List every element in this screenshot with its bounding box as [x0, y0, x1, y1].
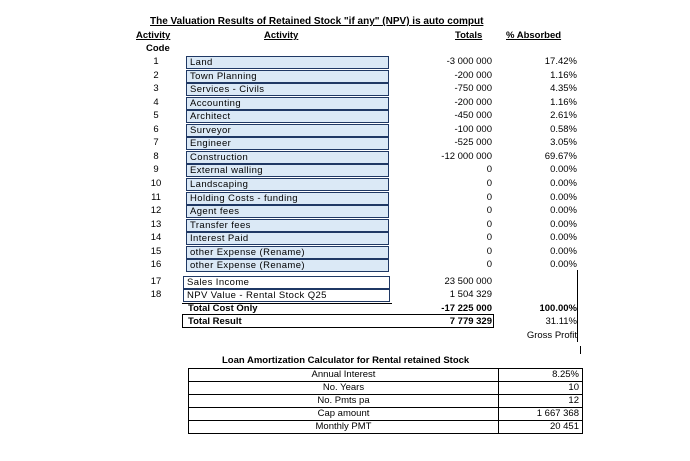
row-activity[interactable]: Holding Costs - funding: [186, 192, 389, 205]
row-pct: 0.00%: [550, 178, 577, 189]
row-activity[interactable]: External walling: [186, 164, 389, 177]
row-activity[interactable]: Interest Paid: [186, 232, 389, 245]
row-activity[interactable]: Town Planning: [186, 70, 389, 83]
row-activity[interactable]: Architect: [186, 110, 389, 123]
loan-row: [189, 369, 583, 382]
loan-row: [189, 408, 583, 421]
row-total: -200 000: [454, 97, 492, 108]
row-activity[interactable]: Landscaping: [186, 178, 389, 191]
row-pct: 0.00%: [550, 192, 577, 203]
loan-row-value[interactable]: 20 451: [499, 421, 583, 434]
row-pct: 3.05%: [550, 137, 577, 148]
row-activity[interactable]: Accounting: [186, 97, 389, 110]
header-totals: Totals: [455, 30, 483, 41]
income-row-total: 1 504 329: [449, 289, 492, 300]
gross-profit-label: Gross Profit: [526, 330, 577, 341]
row-total: -3 000 000: [446, 56, 492, 67]
row-pct: 0.00%: [550, 232, 577, 243]
row-code: 7: [153, 137, 159, 148]
row-total: 0: [486, 232, 492, 243]
total-result-label: Total Result: [188, 316, 242, 327]
row-pct: 0.00%: [550, 219, 577, 230]
row-code: 5: [153, 110, 159, 121]
row-total: 0: [486, 219, 492, 230]
loan-row-label: Annual Interest: [189, 369, 499, 382]
row-code: 11: [151, 192, 161, 203]
right-border-line: [577, 270, 578, 342]
row-code: 8: [153, 151, 159, 162]
loan-row-label: No. Pmts pa: [189, 395, 499, 408]
row-total: -750 000: [454, 83, 492, 94]
loan-row-value[interactable]: 12: [499, 395, 583, 408]
loan-title: Loan Amortization Calculator for Rental retained Stock: [222, 355, 470, 366]
row-total: 0: [486, 205, 492, 216]
row-pct: 4.35%: [550, 83, 577, 94]
row-code: 2: [153, 70, 159, 81]
row-activity[interactable]: Land: [186, 56, 389, 69]
loan-row: [189, 382, 583, 395]
header-activity: Activity: [264, 30, 299, 41]
loan-row: [189, 421, 583, 434]
loan-row-value[interactable]: 10: [499, 382, 583, 395]
total-cost-label: Total Cost Only: [188, 303, 258, 314]
row-activity[interactable]: Surveyor: [186, 124, 389, 137]
row-pct: 2.61%: [550, 110, 577, 121]
row-code: 14: [150, 232, 162, 243]
row-pct: 1.16%: [550, 97, 577, 108]
row-pct: 69.67%: [544, 151, 577, 162]
header-activity-code-line2: Code: [146, 43, 170, 54]
loan-row-value[interactable]: 1 667 368: [499, 408, 583, 421]
row-pct: 0.58%: [550, 124, 577, 135]
row-code: 6: [153, 124, 159, 135]
row-total: -200 000: [454, 70, 492, 81]
row-code: 3: [153, 83, 159, 94]
row-total: -450 000: [454, 110, 492, 121]
row-total: 0: [486, 192, 492, 203]
row-pct: 17.42%: [544, 56, 577, 67]
row-total: -100 000: [454, 124, 492, 135]
row-activity[interactable]: other Expense (Rename): [186, 259, 389, 272]
loan-row: [189, 395, 583, 408]
row-code: 16: [150, 259, 162, 270]
income-row-activity[interactable]: Sales Income: [183, 276, 390, 289]
row-activity[interactable]: Agent fees: [186, 205, 389, 218]
loan-calculator-table: [188, 368, 583, 434]
row-pct: 0.00%: [550, 259, 577, 270]
row-total: 0: [486, 164, 492, 175]
row-pct: 0.00%: [550, 246, 577, 257]
row-total: -12 000 000: [441, 151, 492, 162]
row-total: 0: [486, 246, 492, 257]
header-activity-code: Activity: [136, 30, 171, 41]
row-activity[interactable]: Engineer: [186, 137, 389, 150]
row-code: 12: [150, 205, 162, 216]
row-total: 0: [486, 178, 492, 189]
loan-row-label: Cap amount: [189, 408, 499, 421]
row-total: -525 000: [454, 137, 492, 148]
row-activity[interactable]: other Expense (Rename): [186, 246, 389, 259]
income-row-code: 18: [150, 289, 162, 300]
row-code: 1: [153, 56, 159, 67]
row-code: 13: [150, 219, 162, 230]
income-row-activity[interactable]: NPV Value - Rental Stock Q25: [183, 289, 390, 302]
row-code: 9: [153, 164, 159, 175]
row-activity[interactable]: Services - Civils: [186, 83, 389, 96]
row-pct: 0.00%: [550, 164, 577, 175]
total-result-value: 7 779 329: [449, 316, 492, 327]
total-result-pct: 31.11%: [545, 316, 577, 327]
income-row-code: 17: [150, 276, 162, 287]
loan-row-label: No. Years: [189, 382, 499, 395]
total-cost-value: -17 225 000: [441, 303, 492, 314]
page-title: The Valuation Results of Retained Stock "if any" (NPV) is auto comput: [150, 16, 484, 27]
row-activity[interactable]: Construction: [186, 151, 389, 164]
row-code: 15: [150, 246, 162, 257]
row-code: 4: [153, 97, 159, 108]
row-pct: 0.00%: [550, 205, 577, 216]
row-code: 10: [150, 178, 162, 189]
loan-row-value[interactable]: 8.25%: [499, 369, 583, 382]
small-tick-line: [580, 346, 581, 354]
row-pct: 1.16%: [550, 70, 577, 81]
row-activity[interactable]: Transfer fees: [186, 219, 389, 232]
header-pct-absorbed: % Absorbed: [506, 30, 562, 41]
row-total: 0: [486, 259, 492, 270]
loan-row-label: Monthly PMT: [189, 421, 499, 434]
income-row-total: 23 500 000: [444, 276, 492, 287]
total-cost-pct: 100.00%: [539, 303, 577, 314]
